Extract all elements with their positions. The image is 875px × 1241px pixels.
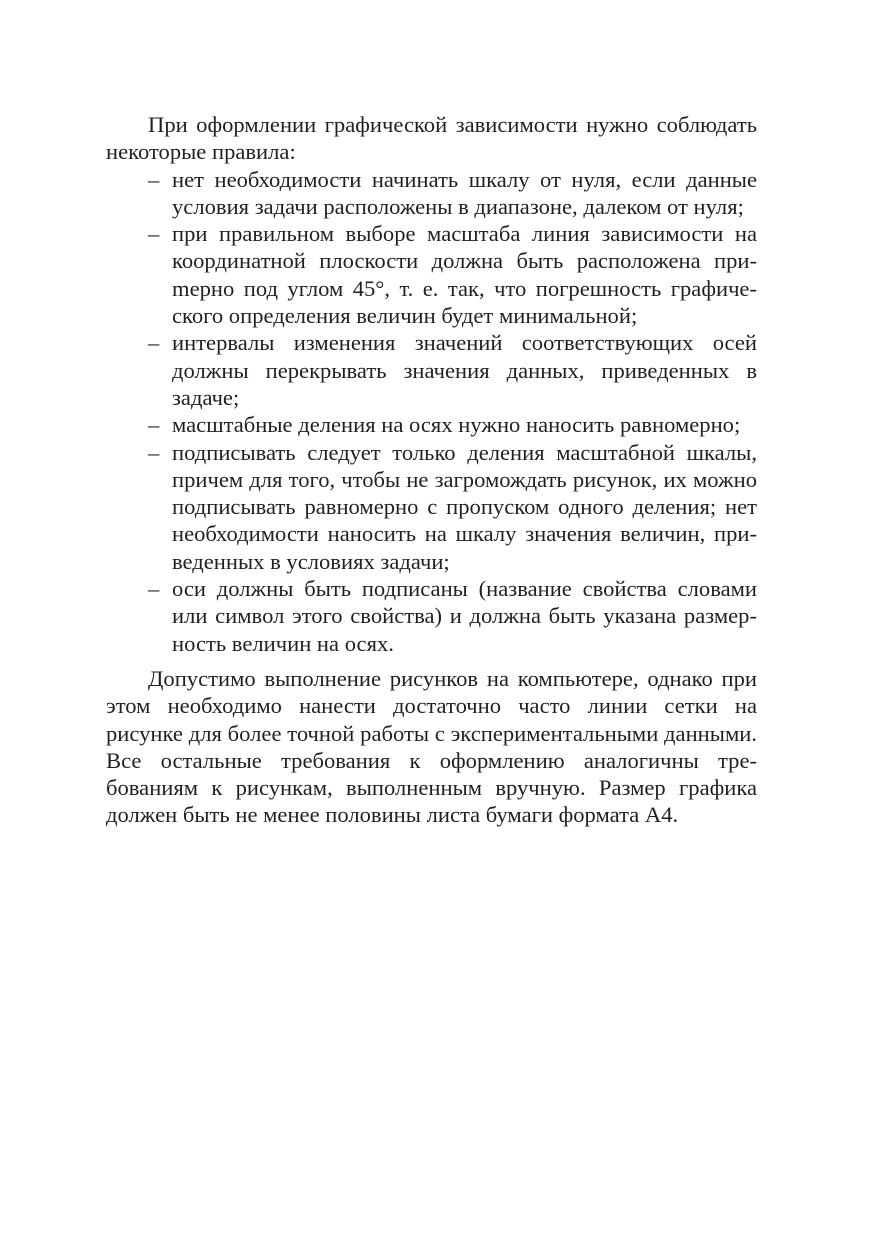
bullet-dash: – [148,221,160,247]
rules-list [106,166,757,657]
bullet-dash: – [148,439,160,465]
list-item-text: при правильном выборе масштаба линия зависимости на координатной плоскости должна быть расположена приmерно под углом 45°, т. е. так, что погрешность графического определения величин будет минимальной; [172,221,757,329]
intro-paragraph: При оформлении графической зависимости нужно соблюдать некоторые правила: [106,112,757,165]
bullet-dash: – [148,166,160,192]
list-item-text: оси должны быть подписаны (название свойства словами или символ этого свойства) и должна быть указана размерность величин на осях. [172,576,757,656]
list-item [106,220,757,329]
body-text [106,111,757,829]
list-item [106,575,757,657]
list-item-text: интервалы изменения значений соответствующих осей должны перекрывать значения данных, приведенных в задаче; [172,330,757,410]
list-item [106,329,757,411]
bullet-dash: – [148,330,160,356]
list-item-text: нет необходимости начинать шкалу от нуля, если данные условия задачи расположены в диапазоне, далеком от нуля; [172,166,757,219]
bullet-dash: – [148,412,160,438]
list-item [106,166,757,221]
bullet-dash: – [148,576,160,602]
list-item [106,411,757,438]
conclusion-paragraph: Допустимо выполнение рисунков на компьютере, однако при этом необходимо нанести достаточно часто линии сетки на рисунке для более точной работы с экспериментальными данными. Все остальные требования к оформлению аналогичны требованиям к рисункам, выполненным вручную. Размер графика должен быть не менее половины листа бумаги формата А4. [106,665,757,828]
list-item [106,439,757,575]
list-item-text: масштабные деления на осях нужно наносить равномерно; [172,412,741,438]
list-item-text: подписывать следует только деления масштабной шкалы, причем для того, чтобы не загромождать рисунок, их можно подписывать равномерно с пропуском одного деления; нет необходимости наносить на шкалу значения величин, приведенных в условиях задачи; [172,439,757,574]
